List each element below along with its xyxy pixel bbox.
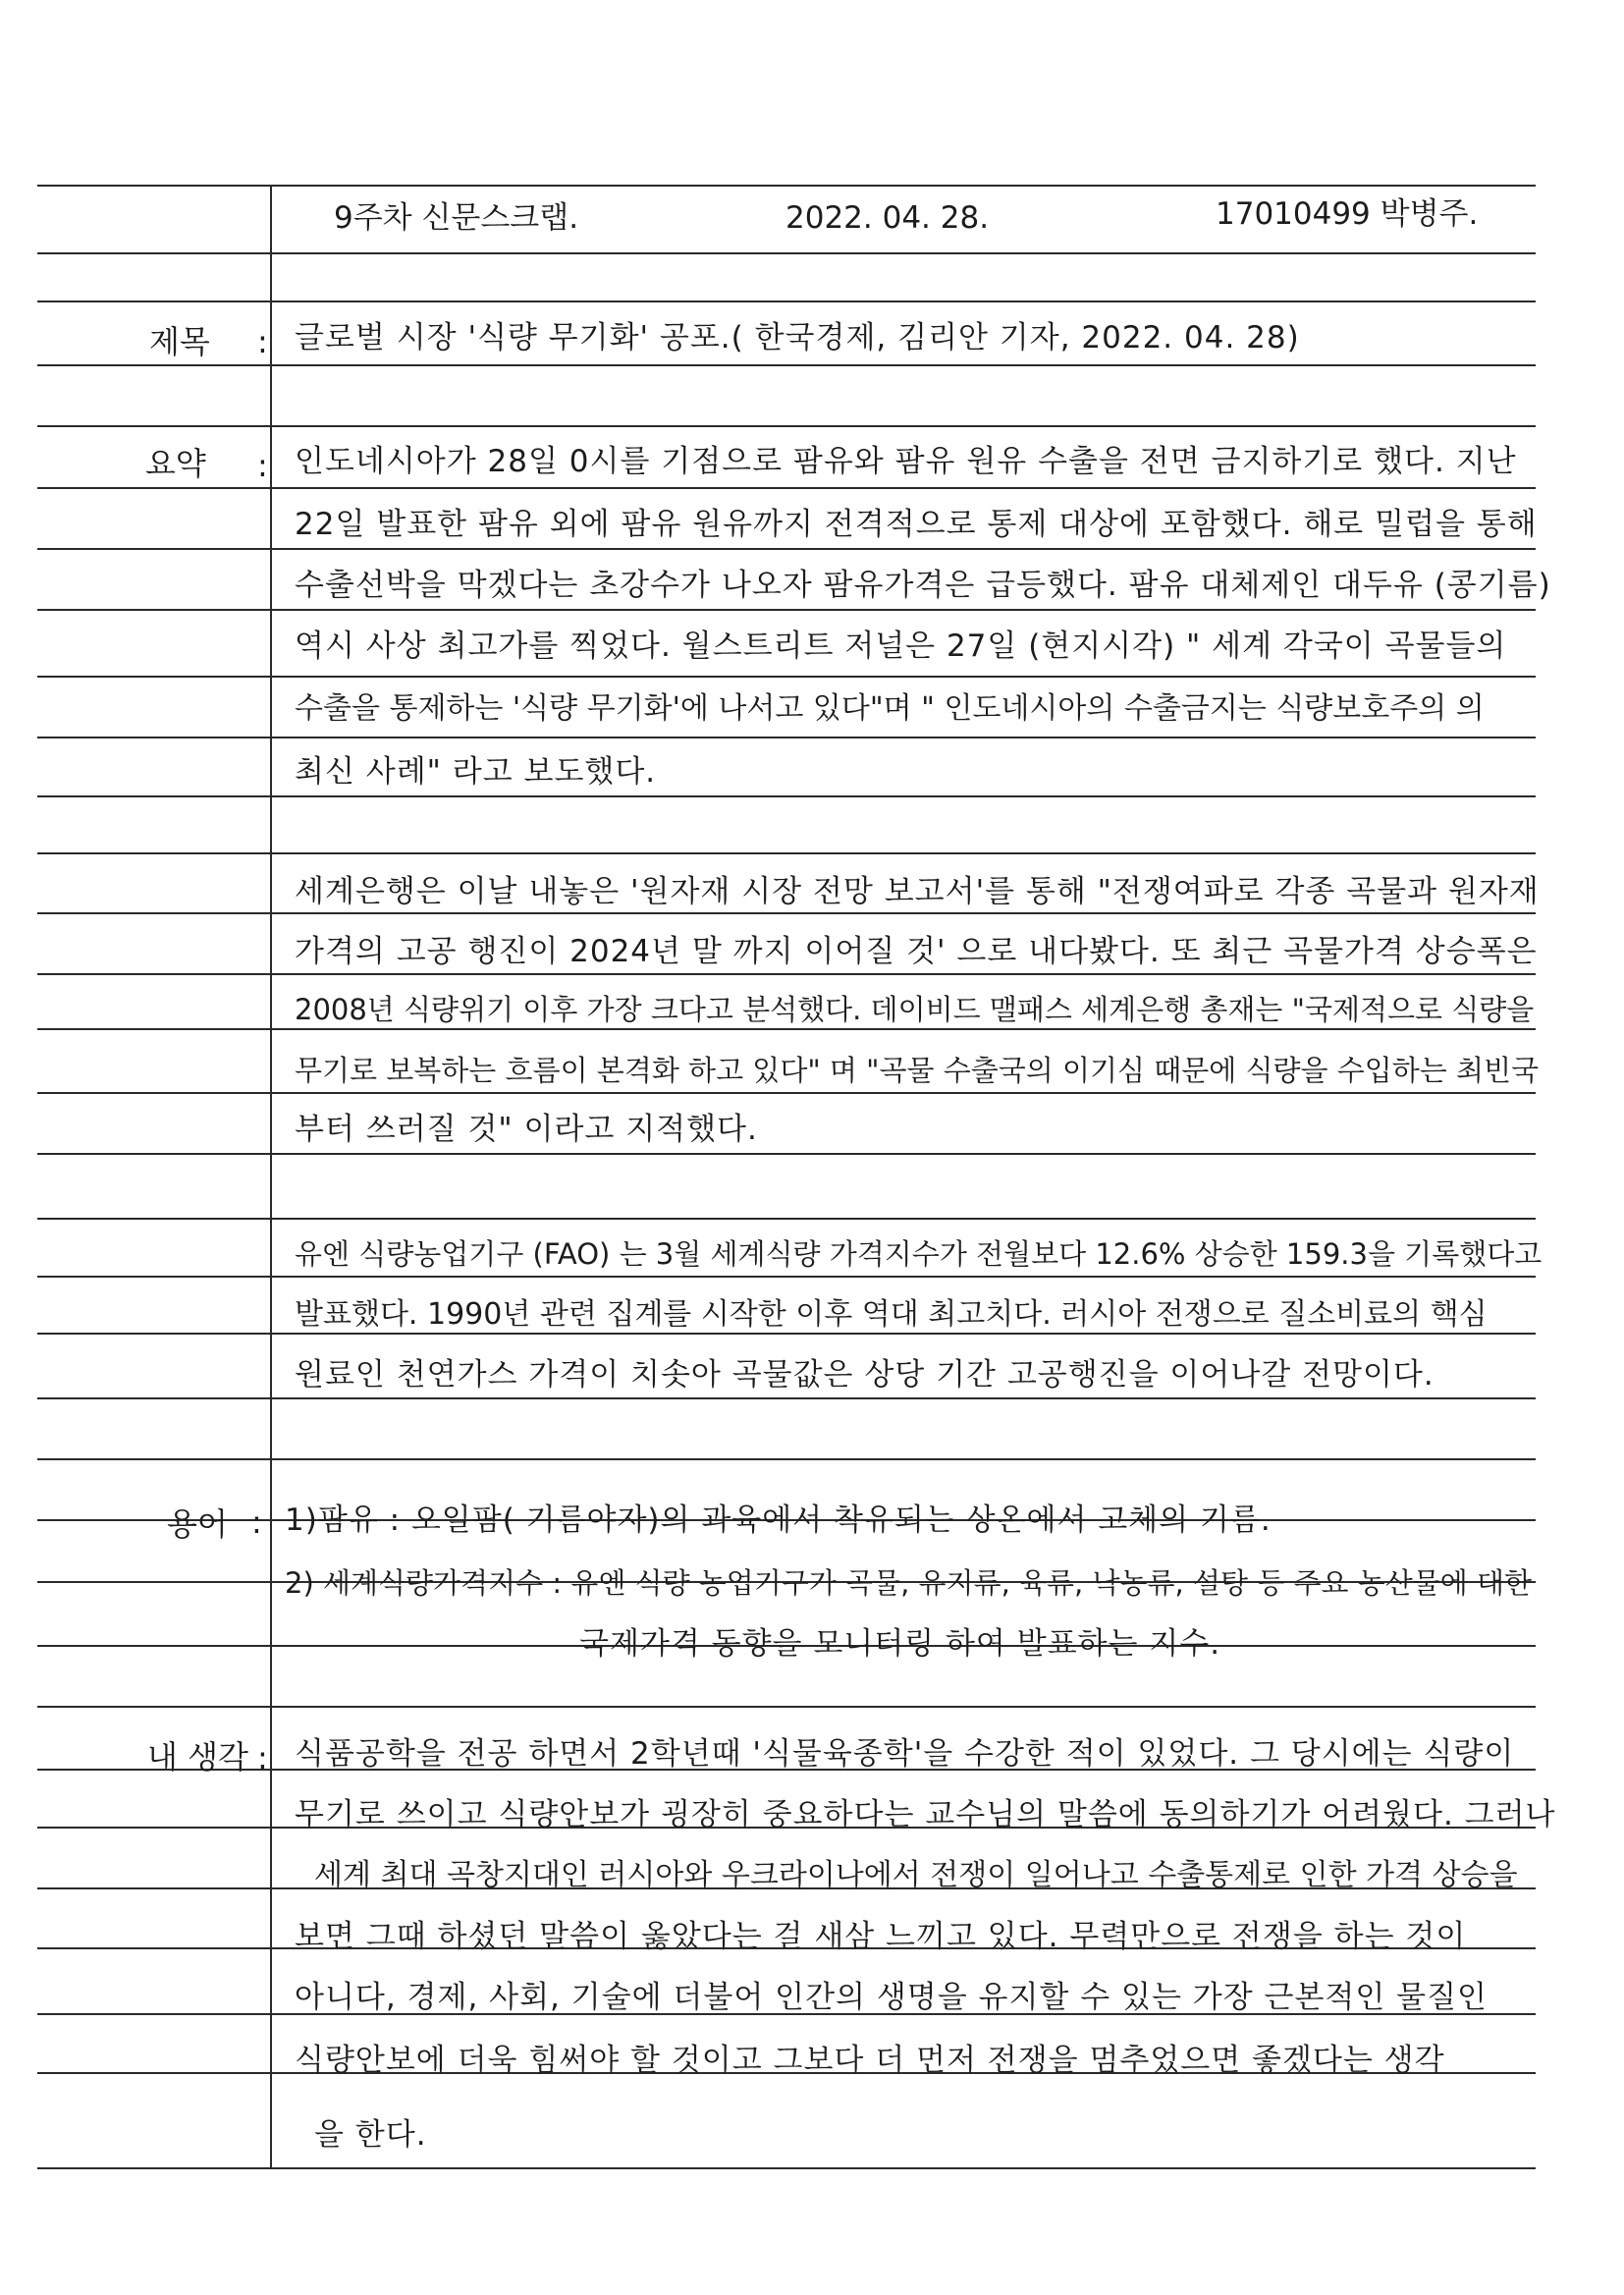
ruled-line [37, 1458, 1536, 1460]
opinion-line: 세계 최대 곡창지대인 러시아와 우크라이나에서 전쟁이 일어나고 수출통제로 인한 가격 상승을 [314, 1858, 1518, 1892]
opinion-line: 을 한다. [314, 2117, 427, 2153]
opinion-line: 보면 그때 하셨던 말씀이 옳았다는 걸 새삼 느끼고 있다. 무력만으로 전쟁을 하는 것이 [295, 1919, 1467, 1954]
summary-line: 원료인 천연가스 가격이 치솟아 곡물값은 상당 기간 고공행진을 이어나갈 전망이다. [295, 1357, 1435, 1393]
opinion-line: 무기로 쓰이고 식량안보가 굉장히 중요하다는 교수님의 말씀에 동의하기가 어려웠다. 그러나 [295, 1797, 1556, 1832]
ruled-line [37, 425, 1536, 427]
ruled-line [37, 1706, 1536, 1708]
summary-line: 부터 쓰러질 것" 이라고 지적했다. [295, 1112, 758, 1147]
ruled-line [37, 2167, 1536, 2169]
opinion-line: 식품공학을 전공 하면서 2학년때 '식물육종학'을 수강한 적이 있었다. 그 당시에는 식량이 [295, 1736, 1515, 1772]
note-title: 9주차 신문스크랩. [334, 200, 579, 236]
opinion-line: 식량안보에 더욱 힘써야 할 것이고 그보다 더 먼저 전쟁을 멈추었으면 좋겠다는 생각 [295, 2043, 1445, 2078]
ruled-line [37, 252, 1536, 254]
ruled-line [37, 609, 1536, 611]
ruled-line [37, 852, 1536, 854]
summary-line: 세계은행은 이날 내놓은 '원자재 시장 전망 보고서'를 통해 "전쟁여파로 각종 곡물과 원자재 [295, 874, 1540, 909]
summary-line: 가격의 고공 행진이 2024년 말 까지 이어질 것' 으로 내다봤다. 또 최근 곡물가격 상승폭은 [295, 934, 1538, 969]
summary-line: 역시 사상 최고가를 찍었다. 월스트리트 저널은 27일 (현지시각) " 세계 각국이 곡물들의 [295, 628, 1507, 664]
ruled-line [37, 737, 1536, 738]
ruled-line [37, 1092, 1536, 1094]
article-title: 글로벌 시장 '식량 무기화' 공포.( 한국경제, 김리안 기자, 2022. 04. 28) [295, 320, 1300, 355]
summary-line: 발표했다. 1990년 관련 집계를 시작한 이후 역대 최고치다. 러시아 전쟁으로 질소비료의 핵심 [295, 1297, 1488, 1332]
label-colon: : [257, 1739, 268, 1776]
label-colon: : [257, 447, 268, 484]
ruled-line [37, 795, 1536, 797]
summary-line: 2008년 식량위기 이후 가장 크다고 분석했다. 데이비드 맬패스 세계은행 총재는 "국제적으로 식량을 [295, 993, 1535, 1026]
ruled-line [37, 548, 1536, 550]
ruled-line [37, 676, 1536, 678]
summary-line: 인도네시아가 28일 0시를 기점으로 팜유와 팜유 원유 수출을 전면 금지하기로 했다. 지난 [295, 444, 1517, 479]
note-date: 2022. 04. 28. [785, 200, 990, 236]
ruled-line [37, 1153, 1536, 1155]
ruled-line [37, 1218, 1536, 1220]
term-food-price-index: 2) 세계식량가격지수 : 유엔 식량 농업기구가 곡물, 유지류, 육류, 낙농류, 설탕 등 주요 농산물에 대한 [285, 1566, 1532, 1600]
label-colon: : [257, 323, 268, 360]
ruled-line [37, 185, 1536, 187]
summary-line: 수출선박을 막겠다는 초강수가 나오자 팜유가격은 급등했다. 팜유 대체제인 대두유 (콩기름) [295, 568, 1551, 603]
opinion-line: 아니다, 경제, 사회, 기술에 더불어 인간의 생명을 유지할 수 있는 가장 근본적인 물질인 [295, 1980, 1488, 2015]
summary-line: 22일 발표한 팜유 외에 팜유 원유까지 전격적으로 통제 대상에 포함했다. 해로 밀럽을 통해 [295, 507, 1538, 542]
ruled-line [37, 301, 1536, 302]
label-colon: : [251, 1503, 262, 1541]
term-food-price-index-cont: 국제가격 동향을 모니터링 하여 발표하는 지수. [579, 1626, 1221, 1662]
label-summary: 요약 [145, 445, 206, 482]
ruled-line [37, 1397, 1536, 1399]
ruled-line [37, 973, 1536, 975]
note-author: 17010499 박병주. [1216, 196, 1479, 232]
summary-line: 무기로 보복하는 흐름이 본격화 하고 있다" 며 "곡물 수출국의 이기심 때문에 식량을 수입하는 최빈국 [295, 1054, 1540, 1087]
summary-line: 유엔 식량농업기구 (FAO) 는 3월 세계식량 가격지수가 전월보다 12.6% 상승한 159.3을 기록했다고 [295, 1237, 1543, 1271]
term-palm-oil: 1)팜유 : 오일팜( 기름야자)의 과육에서 착유되는 상온에서 고체의 기름. [285, 1503, 1272, 1538]
ruled-line [37, 364, 1536, 366]
margin-line [270, 185, 272, 2168]
ruled-line [37, 1276, 1536, 1278]
label-opinion: 내 생각 [147, 1738, 248, 1776]
summary-line: 수출을 통제하는 '식량 무기화'에 나서고 있다"며 " 인도네시아의 수출금지는 식량보호주의 의 [295, 691, 1485, 726]
label-title: 제목 [149, 323, 210, 360]
ruled-line [37, 487, 1536, 489]
label-terms: 용어 [167, 1505, 228, 1543]
summary-line: 최신 사례" 라고 보도했다. [295, 754, 657, 790]
